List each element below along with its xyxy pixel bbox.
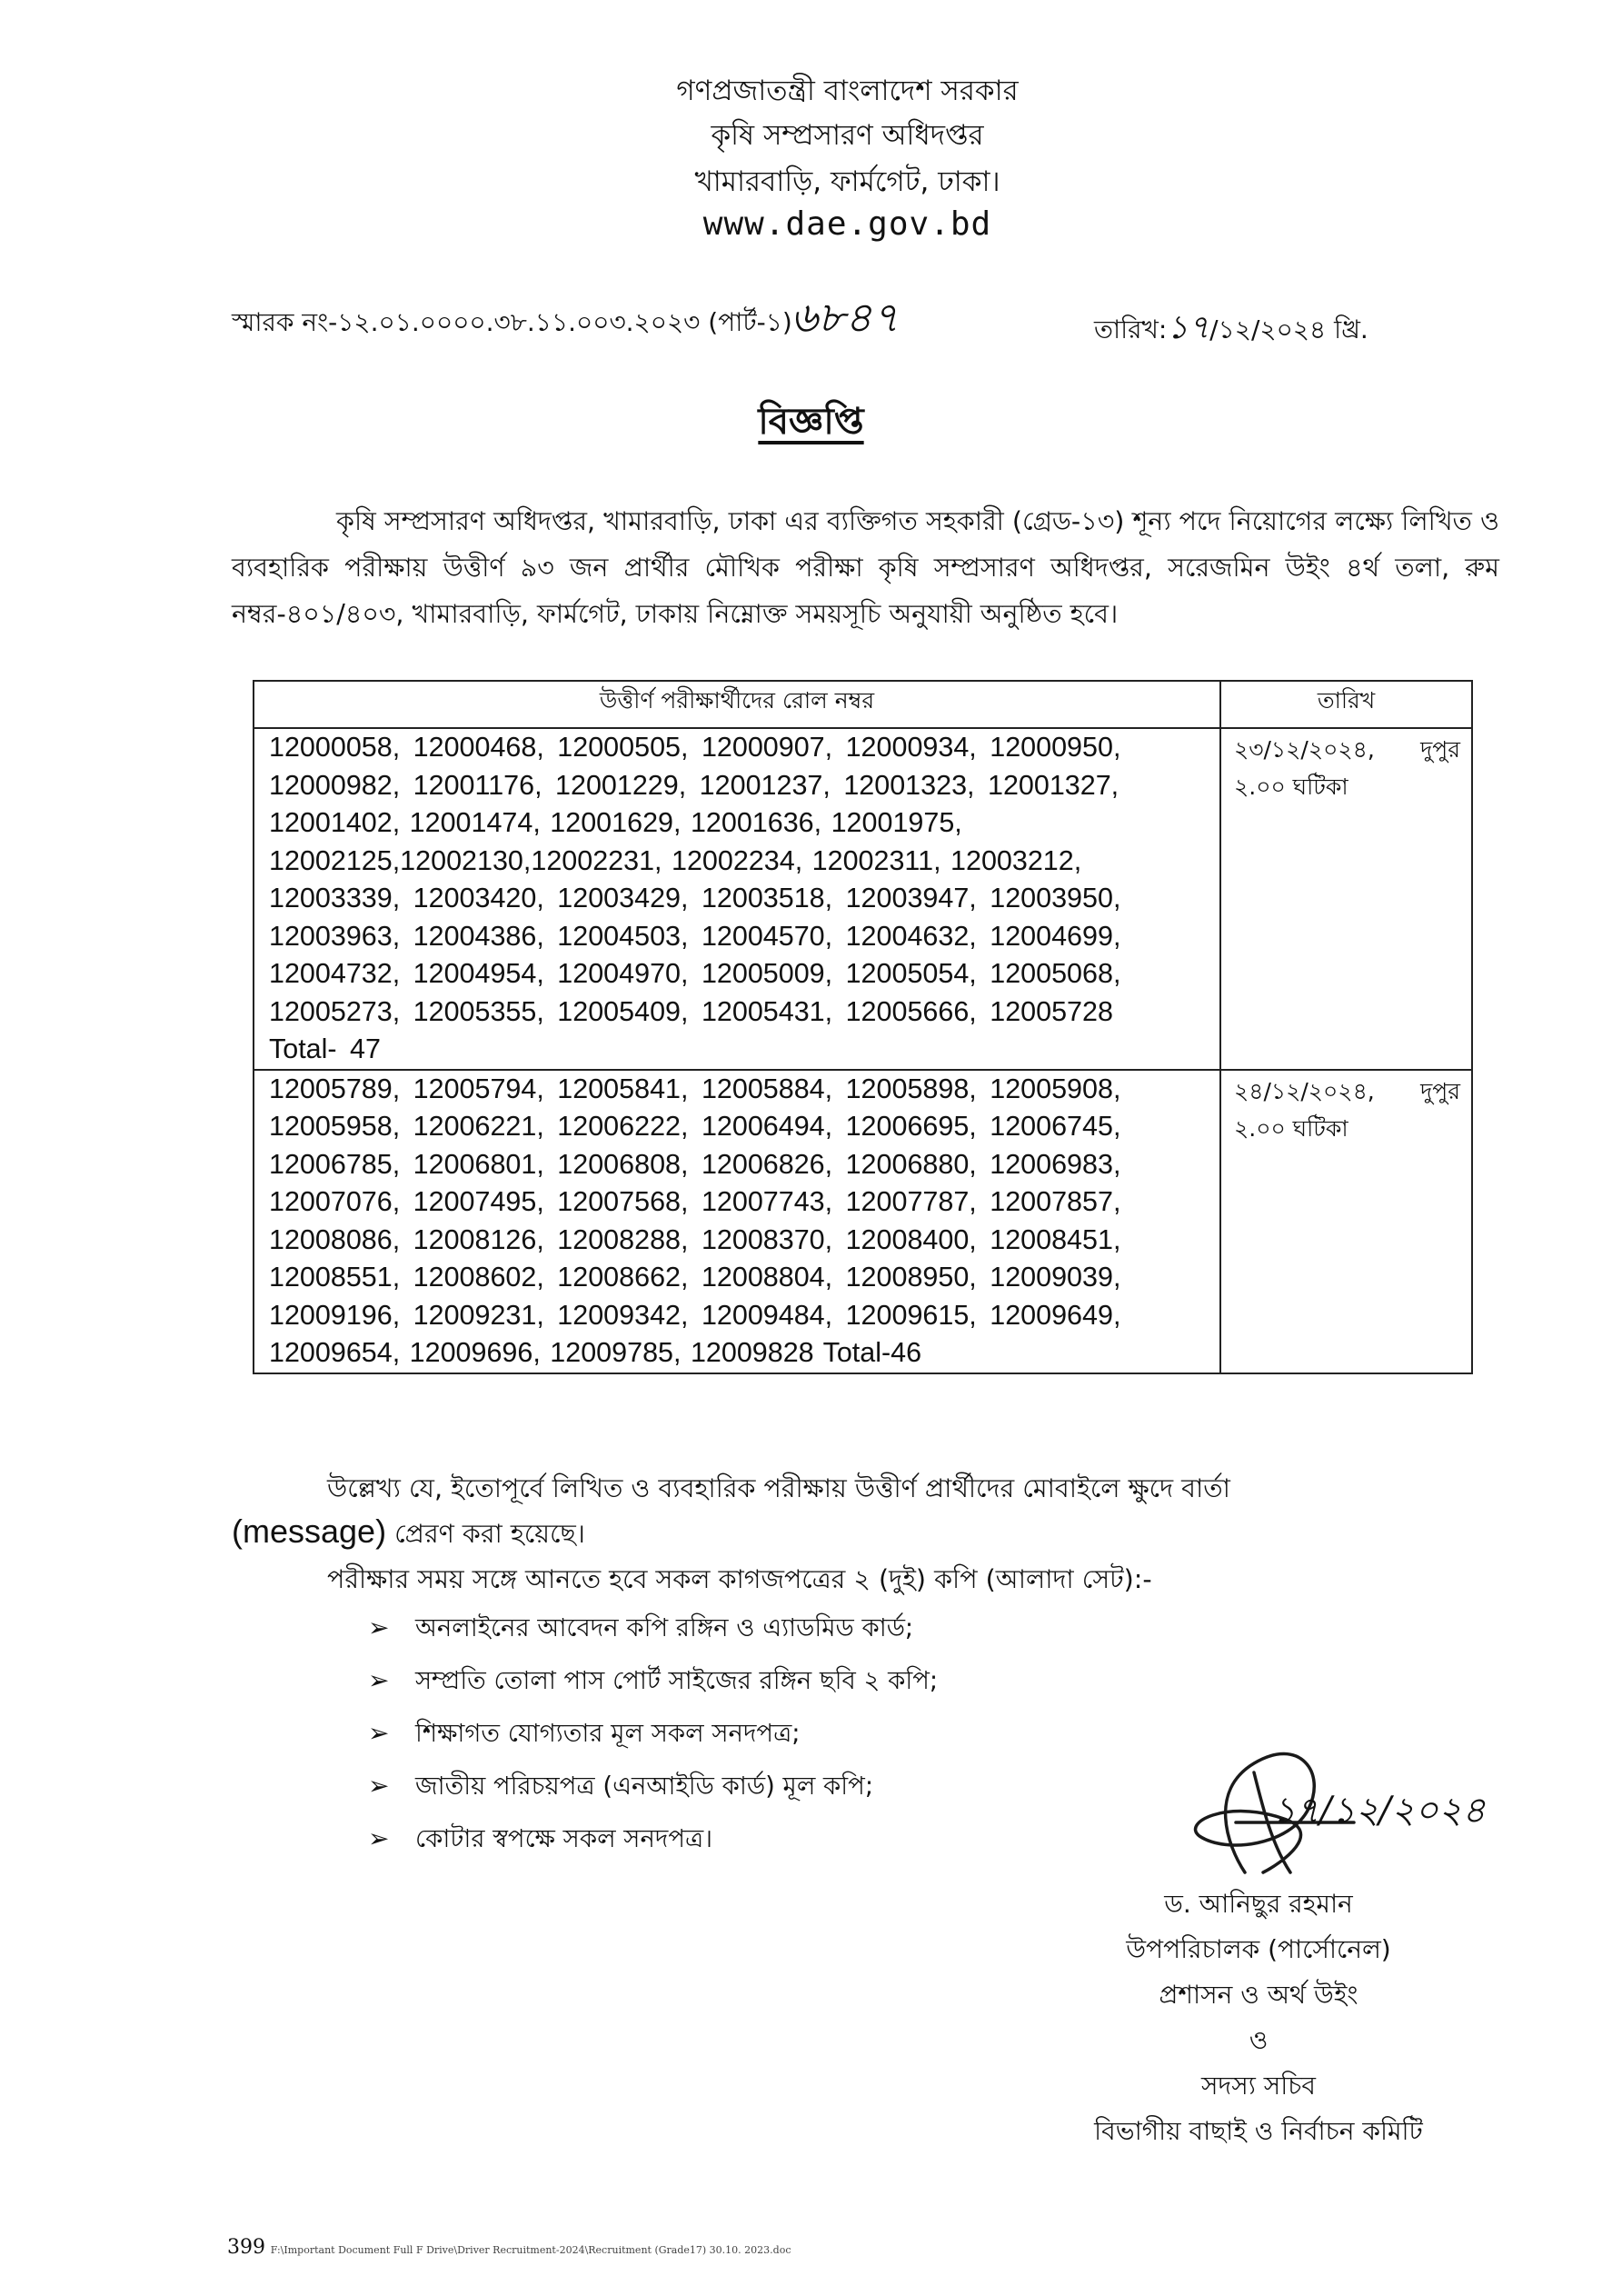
header-website-link[interactable]: www.dae.gov.bd [702, 205, 992, 243]
roll-line: 12006785, 12006801, 12006808, 12006826, 12006880, 12006983, [269, 1148, 1121, 1180]
requirement-text: কোটার স্বপক্ষে সকল সনদপত্র। [415, 1824, 713, 1853]
requirement-text: অনলাইনের আবেদন কপি রঙ্গিন ও এ্যাডমিড কার্ড; [415, 1613, 914, 1642]
exam-time: ২.০০ ঘটিকা [1234, 1114, 1348, 1142]
sms-note-rest: প্রেরণ করা হয়েছে। [386, 1519, 585, 1549]
footer-page-number: 399 [227, 2236, 265, 2259]
roll-line: 12003963, 12004386, 12004503, 12004570, 12004632, 12004699, [269, 920, 1121, 952]
requirements-list [368, 1602, 938, 1865]
signatory-and: ও [1249, 2025, 1269, 2055]
sms-note-line1: উল্লেখ্য যে, ইতোপূর্বে লিখিত ও ব্যবহারিক পরীক্ষায় উত্তীর্ণ প্রার্থীদের মোবাইলে ক্ষুদে বার্তা [327, 1473, 1230, 1503]
roll-line: 12008551, 12008602, 12008662, 12008804, 12008950, 12009039, [269, 1262, 1121, 1293]
roll-line: 12003339, 12003420, 12003429, 12003518, 12003947, 12003950, [269, 883, 1121, 913]
table-header-row [254, 681, 1472, 728]
documents-intro: পরীক্ষার সময় সঙ্গে আনতে হবে সকল কাগজপত্রের ২ (দুই) কপি (আলাদা সেট):- [327, 1564, 1152, 1594]
arrow-bullet-icon: ➢ [368, 1771, 390, 1801]
roll-line: 12009654, 12009696, 12009785, 12009828 Total-46 [269, 1337, 922, 1368]
roll-line: 12004732, 12004954, 12004970, 12005009, 12005054, 12005068, [269, 958, 1121, 989]
arrow-bullet-icon: ➢ [368, 1718, 390, 1748]
requirement-text: শিক্ষাগত যোগ্যতার মূল সকল সনদপত্র; [415, 1719, 801, 1748]
footer-path-text: F:\Important Document Full F Drive\Driver Recruitment-2024\Recruitment (Grade17) 30.10. 2023.doc [270, 2244, 791, 2256]
arrow-bullet-icon: ➢ [368, 1612, 390, 1642]
exam-noon: দুপুর [1420, 736, 1460, 763]
exam-date: ২৩/১২/২০২৪, [1234, 736, 1375, 763]
list-item [368, 1812, 938, 1865]
exam-date: ২৪/১২/২০২৪, [1234, 1077, 1375, 1104]
roll-total: Total- 47 [269, 1033, 381, 1064]
list-item [368, 1602, 938, 1654]
schedule-table [253, 680, 1473, 1374]
date-cell-day2 [1220, 1070, 1472, 1373]
arrow-bullet-icon: ➢ [368, 1823, 390, 1853]
signatory-wing: প্রশাসন ও অর্থ উইং [1159, 1980, 1358, 2010]
date-handwritten-day: ১৭ [1167, 309, 1210, 346]
memo-number: স্মারক নং-১২.০১.০০০০.৩৮.১১.০০৩.২০২৩ (পার্ট-১) [232, 307, 792, 337]
roll-line: 12008086, 12008126, 12008288, 12008370, 12008400, 12008451, [269, 1223, 1121, 1255]
roll-list-day2 [254, 1070, 1220, 1373]
table-row [254, 728, 1472, 1070]
header-address: খামারবাড়ি, ফার্মগেট, ঢাকা। [694, 165, 1000, 198]
signatory-block [1045, 1882, 1472, 2154]
header-date: তারিখ [1220, 681, 1472, 728]
date-rest: /১২/২০২৪ খ্রি. [1209, 314, 1368, 344]
roll-line: 12000982, 12001176, 12001229, 12001237, 12001323, 12001327, [269, 769, 1119, 801]
roll-line: 12001402, 12001474, 12001629, 12001636, 12001975, [269, 807, 962, 838]
signatory-role: সদস্য সচিব [1201, 2071, 1316, 2101]
roll-line: 12007076, 12007495, 12007568, 12007743, 12007787, 12007857, [269, 1186, 1121, 1217]
requirement-text: সম্প্রতি তোলা পাস পোর্ট সাইজের রঙ্গিন ছবি ২ কপি; [415, 1666, 939, 1695]
roll-line: 12002125,12002130,12002231, 12002234, 12002311, 12003212, [269, 844, 1082, 876]
memo-handwritten-number: ৬৮৪৭ [791, 293, 900, 342]
list-item [368, 1760, 938, 1812]
roll-line: 12005958, 12006221, 12006222, 12006494, 12006695, 12006745, [269, 1111, 1121, 1142]
signatory-name: ড. আনিছুর রহমান [1164, 1889, 1353, 1919]
signatory-designation: উপপরিচালক (পার্সোনেল) [1126, 1934, 1391, 1964]
exam-time: ২.০০ ঘটিকা [1234, 774, 1348, 800]
signature-date: ১৭/১২/২০২৪ [1272, 1790, 1486, 1832]
roll-line: 12005789, 12005794, 12005841, 12005884, 12005898, 12005908, [269, 1073, 1121, 1104]
signatory-committee: বিভাগীয় বাছাই ও নির্বাচন কমিটি [1094, 2116, 1423, 2146]
requirement-text: জাতীয় পরিচয়পত্র (এনআইডি কার্ড) মূল কপি; [415, 1772, 874, 1801]
sms-note-line2 [232, 1512, 585, 1558]
header-roll-numbers: উত্তীর্ণ পরীক্ষার্থীদের রোল নম্বর [254, 681, 1220, 728]
list-item [368, 1707, 938, 1760]
notice-title: বিজ্ঞপ্তি [758, 401, 864, 443]
header-department: কৃষি সম্প্রসারণ অধিদপ্তর [711, 119, 984, 152]
header-government: গণপ্রজাতন্ত্রী বাংলাদেশ সরকার [676, 75, 1019, 107]
roll-list-day1 [254, 728, 1220, 1070]
exam-noon: দুপুর [1420, 1077, 1460, 1104]
table-row [254, 1070, 1472, 1373]
date-label: তারিখ: [1094, 314, 1168, 344]
roll-line: 12009196, 12009231, 12009342, 12009484, 12009615, 12009649, [269, 1299, 1121, 1331]
arrow-bullet-icon: ➢ [368, 1665, 390, 1695]
roll-line: 12000058, 12000468, 12000505, 12000907, 12000934, 12000950, [269, 732, 1121, 763]
date-cell-day1 [1220, 728, 1472, 1070]
roll-line: 12005273, 12005355, 12005409, 12005431, 12005666, 12005728 [269, 995, 1113, 1027]
intro-paragraph: কৃষি সম্প্রসারণ অধিদপ্তর, খামারবাড়ি, ঢাকা এর ব্যক্তিগত সহকারী (গ্রেড-১৩) শূন্য পদে নিয়োগের লক্ষ্যে লিখিত ও ব্যবহারিক পরীক্ষায় উত্তীর্ণ ৯৩ জন প্রার্থীর মৌখিক পরীক্ষা কৃষি সম্প্রসারণ অধিদপ্তর, সরেজমিন উইং ৪র্থ তলা, রুম নম্বর-৪০১/৪০৩, খামারবাড়ি, ফার্মগেট, ঢাকায় নিম্নোক্ত সময়সূচি অনুযায়ী অনুষ্ঠিত হবে। [232, 506, 1499, 629]
message-word: (message) [232, 1512, 387, 1550]
list-item [368, 1654, 938, 1707]
memo-date [1094, 303, 1368, 357]
footer-file-path [227, 2236, 791, 2259]
